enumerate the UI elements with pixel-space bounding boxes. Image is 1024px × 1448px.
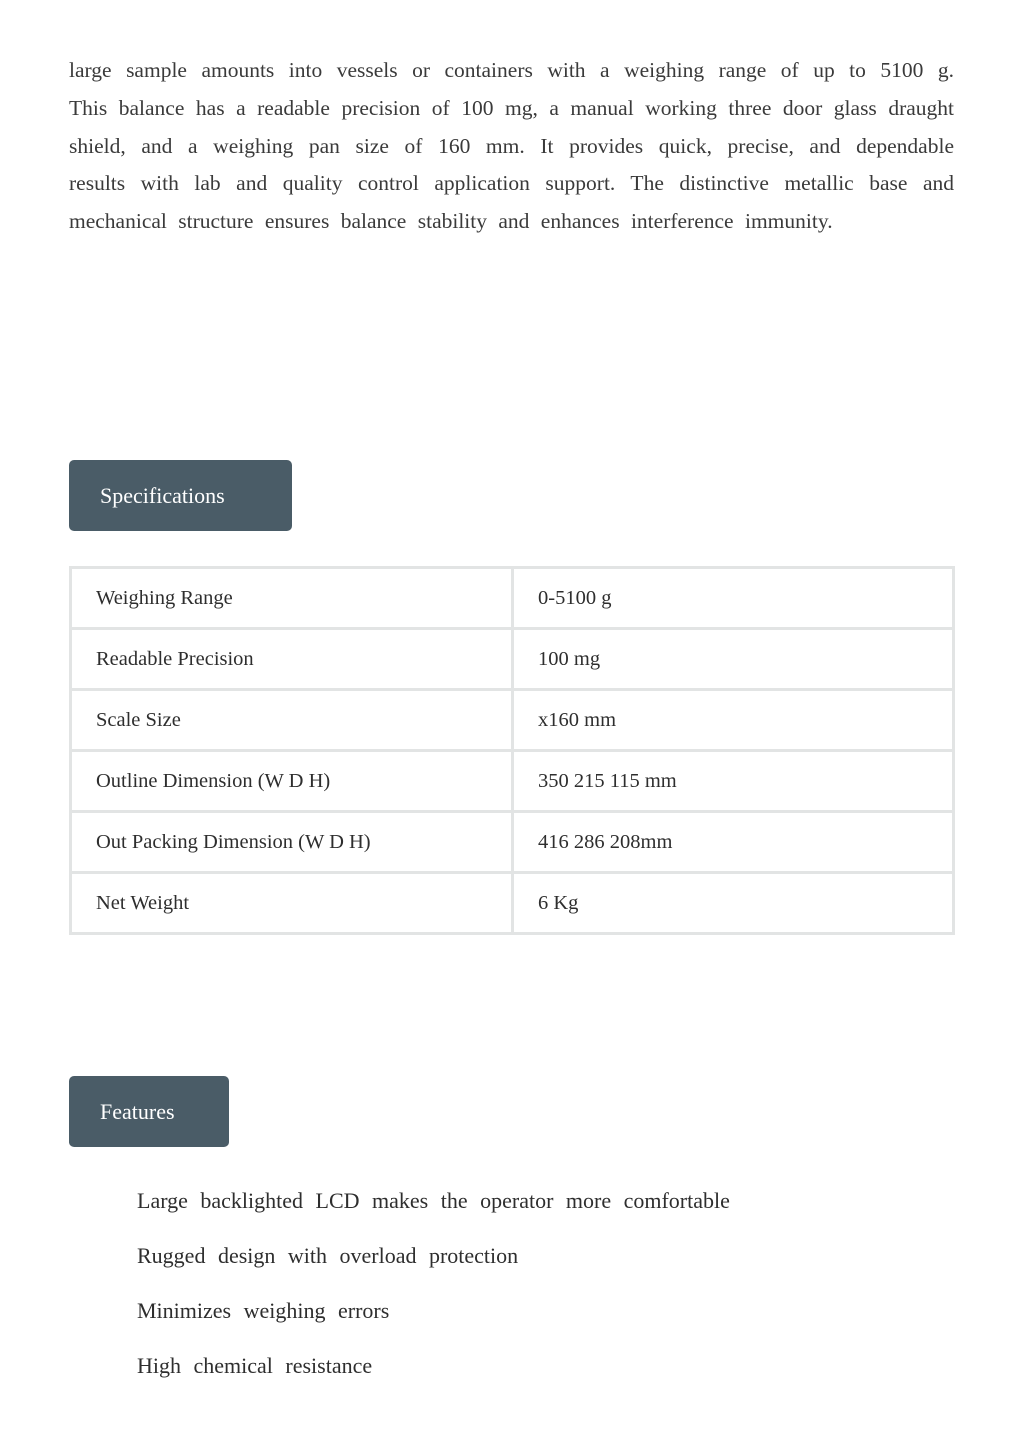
table-row xyxy=(71,690,954,751)
table-row xyxy=(71,751,954,812)
list-item: Minimizes weighing errors xyxy=(137,1298,390,1323)
features-heading: Features xyxy=(69,1076,229,1147)
spec-label: Out Packing Dimension (W D H) xyxy=(71,812,513,873)
list-item: Rugged design with overload protection xyxy=(137,1243,519,1268)
features-list xyxy=(137,1180,730,1400)
spec-label: Readable Precision xyxy=(71,629,513,690)
table-row xyxy=(71,873,954,934)
table-row xyxy=(71,812,954,873)
spec-label: Weighing Range xyxy=(71,568,513,629)
list-item: Large backlighted LCD makes the operator more comfortable xyxy=(137,1188,730,1213)
spec-value: 0-5100 g xyxy=(513,568,954,629)
spec-value: 350 215 115 mm xyxy=(513,751,954,812)
intro-paragraph: large sample amounts into vessels or containers with a weighing range of up to 5100 g. This balance has a readable precision of 100 mg, a manual working three door glass draught shield, and a weighing pan size of 160 mm. It provides quick, precise, and dependable results with lab and quality control application support. The distinctive metallic base and mechanical structure ensures balance stability and enhances interference immunity. xyxy=(69,58,954,234)
table-row xyxy=(71,629,954,690)
spec-label: Scale Size xyxy=(71,690,513,751)
spec-value: x160 mm xyxy=(513,690,954,751)
spec-value: 6 Kg xyxy=(513,873,954,934)
spec-label: Net Weight xyxy=(71,873,513,934)
specifications-heading: Specifications xyxy=(69,460,292,531)
spec-value: 416 286 208mm xyxy=(513,812,954,873)
list-item: High chemical resistance xyxy=(137,1353,373,1378)
spec-label: Outline Dimension (W D H) xyxy=(71,751,513,812)
table-row xyxy=(71,568,954,629)
spec-value: 100 mg xyxy=(513,629,954,690)
specifications-table xyxy=(69,566,955,935)
